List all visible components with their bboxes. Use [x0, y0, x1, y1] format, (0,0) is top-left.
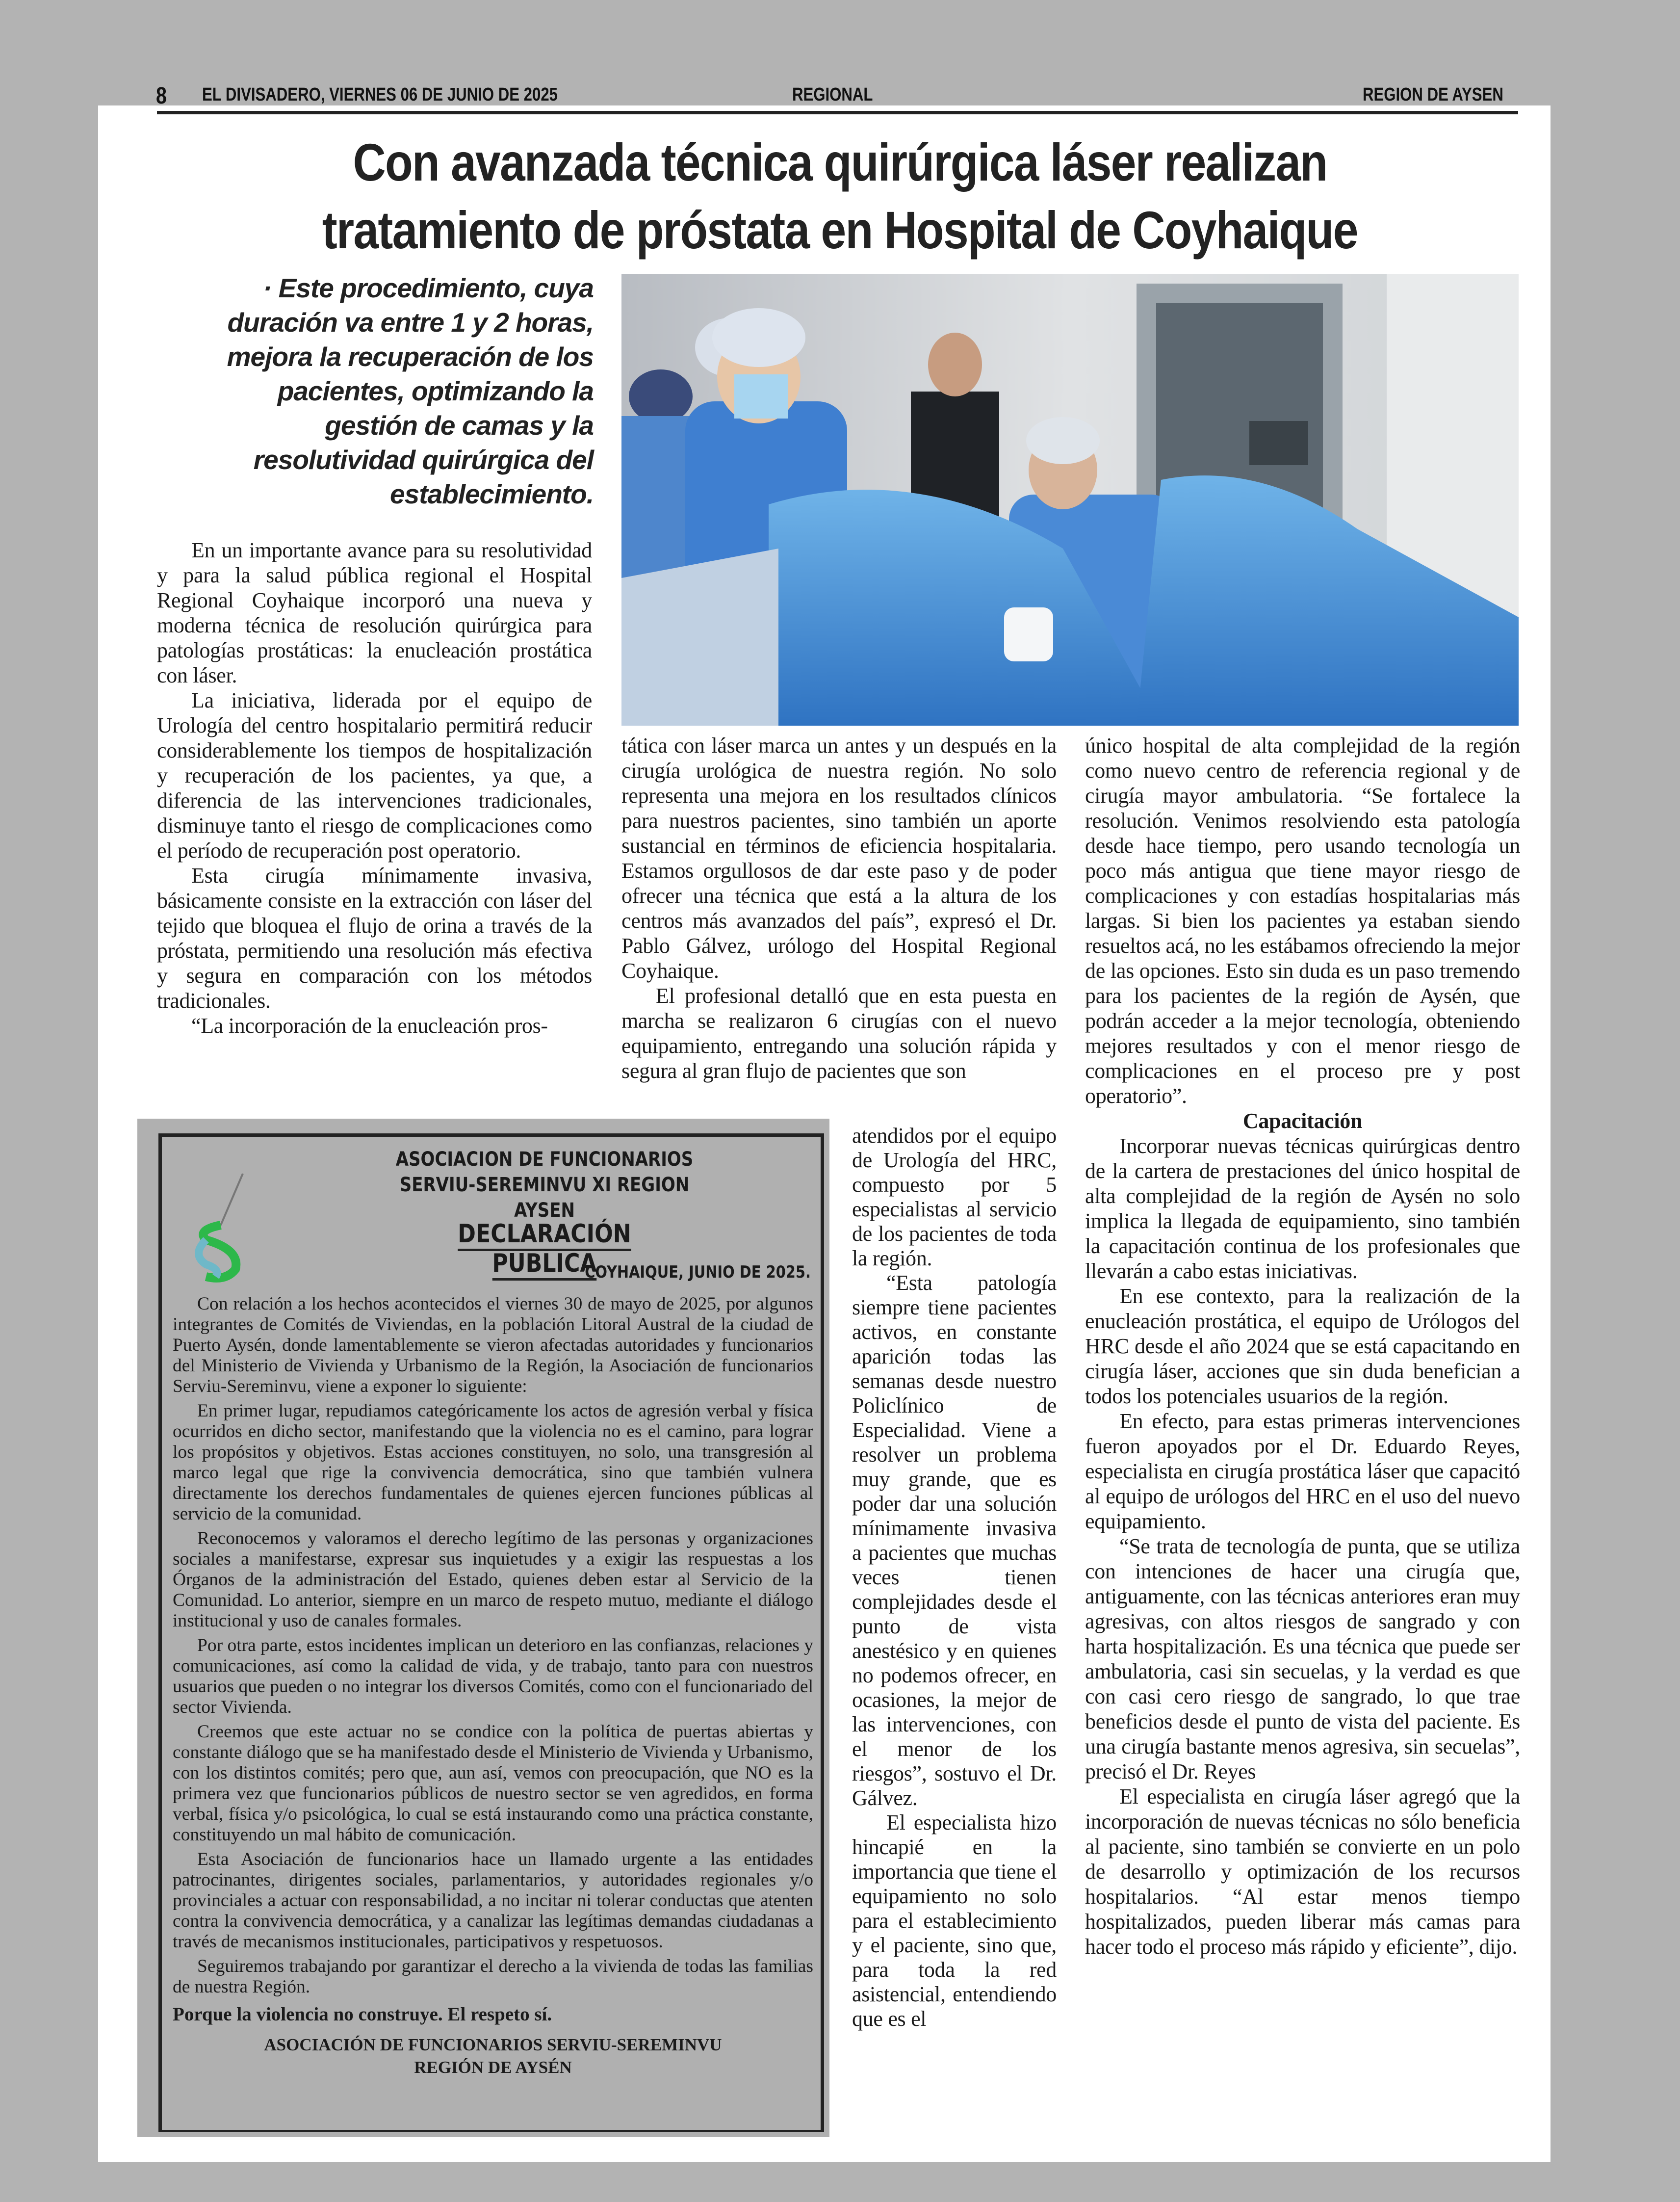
headline [98, 129, 1582, 264]
declaration-frame [158, 1133, 824, 2132]
association-logo-icon [186, 1171, 250, 1284]
subtitle: · Este procedimiento, cuya duración va entre 1 y 2 horas, mejora la recuperación de los pacientes, optimizando la gestión de camas y la resolutividad quirúrgica del establecimiento. [227, 273, 594, 509]
paragraph: El profesional detalló que en esta puesta en marcha se realizaron 6 cirugías con el nuevo equipamiento, entregando una solución rápida y segura al gran flujo de pacientes que son [621, 984, 1057, 1083]
paragraph: En primer lugar, repudiamos categóricamente los actos de agresión verbal y física ocurridos en dicho sector, manifestando que la violencia no es el camino, para lograr los propósitos y objetivos. Estas acciones constituyen, no solo, una transgresión al marco legal que rige la convivencia democrática, sino que también vulnera directamente los derechos fundamentales de quienes ejercen funciones públicas al servicio de la comunidad. [173, 1401, 813, 1524]
declaration-slogan: Porque la violencia no construye. El respeto sí. [173, 2004, 552, 2025]
paragraph: Seguiremos trabajando por garantizar el derecho a la vivienda de todas las familias de nuestra Región. [173, 1956, 813, 1997]
paragraph: único hospital de alta complejidad de la región como nuevo centro de referencia regional y de cirugía mayor ambulatoria. “Se fortalece la resolución. Venimos resolviendo esta patología desde hace tiempo, pero usando tecnología un poco más antigua que tiene mayor riesgo de complicaciones y con estadías hospitalarias más largas. Si bien los pacientes ya estaban siendo resueltos acá, no les estábamos ofreciendo la mejor de las opciones. Esto sin duda es un paso tremendo para los pacientes de la región de Aysén, que podrán acceder a la mejor tecnología, obteniendo mejores resultados y con el menor riesgo de complicaciones en el proceso pre y post operatorio”. [1085, 734, 1520, 1108]
paragraph: Por otra parte, estos incidentes implican un deterioro en las confianzas, relaciones y comunicaciones, así como la calidad de vida, y de trabajo, tanto para con nuestros usuarios que pueden o no integrar los diversos Comités, como con el funcionariado del sector Vivienda. [173, 1635, 813, 1717]
declaration-body [173, 1294, 813, 2079]
association-name [386, 1147, 703, 1223]
paragraph: La iniciativa, liderada por el equipo de Urología del centro hospitalario permitirá reducir considerablemente los tiempos de hospitalización y recuperación de los pacientes, ya que, a diferencia de las intervenciones tradicionales, disminuye tanto el riesgo de complicaciones como el período de recuperación post operatorio. [157, 688, 592, 863]
signature-line-2: REGIÓN DE AYSÉN [414, 2058, 572, 2077]
article-column-2-top [621, 733, 1057, 1083]
region-label: REGION DE AYSEN [1363, 84, 1503, 105]
paragraph: El especialista hizo hincapié en la importancia que tiene el equipamiento no solo para el establecimiento y el paciente, sino que, para toda la red asistencial, entendiendo que es el [852, 1810, 1057, 2031]
paragraph: “Se trata de tecnología de punta, que se utiliza con intenciones de hacer una cirugía que, antiguamente, con las técnicas anteriores eran muy agresivas, con altos riesgos de sangrado y con harta hospitalización. Es una técnica que puede ser ambulatoria, casi sin secuelas, y la verdad es que con casi cero riesgo de sangrado, lo que trae beneficios desde el punto de vista del paciente. Es una cirugía bastante menos agresiva, sin secuelas”, precisó el Dr. Reyes [1085, 1534, 1520, 1783]
paragraph: Incorporar nuevas técnicas quirúrgicas dentro de la cartera de prestaciones del único hospital de alta complejidad de la región de Aysén no solo implica la llegada de equipamiento, sino también la capacitación continua de los profesionales que llevarán a cabo estas iniciativas. [1085, 1134, 1520, 1283]
paragraph: Esta Asociación de funcionarios hace un llamado urgente a las entidades patrocinantes, dirigentes sociales, parlamentarios, y autoridades regionales y/o provinciales a actuar con responsabilidad, a no incitar ni tolerar conductas que atenten contra la convivencia democrática, y a canalizar las legítimas demandas ciudadanas a través de mecanismos institucionales, participativos y respetuosos. [173, 1849, 813, 1952]
section-label: REGIONAL [792, 84, 873, 105]
paragraph: “Esta patología siempre tiene pacientes activos, en constante aparición todas las semanas desde nuestro Policlínico de Especialidad. Viene a resolver un problema muy grande, que es poder dar una solución mínimamente invasiva a pacientes que muchas veces tienen complejidades desde el punto de vista anestésico y en quienes no podemos ofrecer, en ocasiones, la mejor de las intervenciones, con el menor de los riesgos”, sostuvo el Dr. Gálvez. [852, 1271, 1057, 1810]
paragraph: atendidos por el equipo de Urología del HRC, compuesto por 5 especialistas al servicio de los pacientes de toda la región. [852, 1124, 1057, 1270]
declaration-title-text: DECLARACIÓN PUBLICA [458, 1219, 631, 1281]
paragraph: tática con láser marca un antes y un después en la cirugía urológica de nuestra región. No solo representa una mejora en los resultados clínicos para nuestros pacientes, sino también un aporte sustancial en términos de eficiencia hospitalaria. Estamos orgullosos de dar este paso y de poder ofrecer una técnica que está a la altura de los centros más avanzados del país”, expresó el Dr. Pablo Gálvez, urólogo del Hospital Regional Coyhaique. [621, 734, 1057, 983]
paragraph: Reconocemos y valoramos el derecho legítimo de las personas y organizaciones sociales a manifestarse, expresar sus inquietudes y a exigir las respuestas a los Órganos de la administración del Estado, quienes deben estar al Servicio de la Comunidad. Lo anterior, siempre en un marco de respeto mutuo, mediante el diálogo institucional y uso de canales formales. [173, 1528, 813, 1631]
paragraph: En un importante avance para su resolutividad y para la salud pública regional el Hospital Regional Coyhaique incorporó una nueva y moderna técnica de resolución quirúrgica para patologías prostáticas: la enucleación prostática con láser. [157, 538, 592, 687]
paragraph: Esta cirugía mínimamente invasiva, básicamente consiste en la extracción con láser del tejido que bloquea el flujo de orina a través de la próstata, permitiendo una resolución más efectiva y segura en comparación con los métodos tradicionales. [157, 864, 592, 1013]
paragraph: En ese contexto, para la realización de la enucleación prostática, el equipo de Urólogos del HRC desde el año 2024 que se está capacitando en cirugía láser, acciones que sin duda benefician a todos los potenciales usuarios de la región. [1085, 1284, 1520, 1408]
paragraph: “La incorporación de la enucleación pros- [191, 1014, 548, 1038]
association-name-line-2: SERVIU-SEREMINVU XI REGION AYSEN [399, 1174, 690, 1222]
paragraph: Con relación a los hechos acontecidos el viernes 30 de mayo de 2025, por algunos integrantes de Comités de Viviendas, en la población Litoral Austral de la ciudad de Puerto Aysén, donde lamentablemente se vieron afectadas autoridades y funcionarios del Ministerio de Vivienda y Urbanismo de la Región, la Asociación de funcionarios Serviu-Sereminvu, viene a exponer lo siguiente: [173, 1294, 813, 1396]
article-column-3 [1085, 733, 1520, 1959]
article-column-2-bottom [852, 1124, 1057, 2031]
paragraph: Creemos que este actuar no se condice con la política de puertas abiertas y constante diálogo que se ha manifestado desde el Ministerio de Vivienda y Urbanismo, con los distintos comités; pero que, aun así, vemos con preocupación, que NO es la primera vez que funcionarios públicos de nuestro sector se ven agredidos, en forma verbal, física y/o psicológica, lo cual se está instaurando como una práctica constante, constituyendo un mal hábito de comunicación. [173, 1722, 813, 1845]
article-column-1 [157, 538, 592, 1038]
declaration-signature [173, 2034, 813, 2079]
headline-line-1: Con avanzada técnica quirúrgica láser realizan [353, 132, 1327, 192]
signature-line-1: ASOCIACIÓN DE FUNCIONARIOS SERVIU-SEREMINVU [264, 2035, 722, 2054]
headline-line-2: tratamiento de próstata en Hospital de Coyhaique [322, 200, 1358, 260]
declaration-place-date: COYHAIQUE, JUNIO DE 2025. [585, 1262, 811, 1282]
public-declaration-box [137, 1119, 829, 2137]
surgery-photo [621, 274, 1519, 726]
page-number: 8 [156, 83, 167, 109]
section-heading: Capacitación [1242, 1109, 1363, 1133]
paragraph: En efecto, para estas primeras intervenciones fueron apoyados por el Dr. Eduardo Reyes, especialista en cirugía prostática láser que capacitó al equipo de urólogos del HRC en el uso del nuevo equipamiento. [1085, 1409, 1520, 1533]
header-rule [157, 111, 1518, 114]
paper-date: EL DIVISADERO, VIERNES 06 DE JUNIO DE 2025 [202, 84, 558, 105]
association-name-line-1: ASOCIACION DE FUNCIONARIOS [395, 1148, 694, 1171]
paragraph: El especialista en cirugía láser agregó que la incorporación de nuevas técnicas no sólo beneficia al paciente, sino también se convierte en un polo de desarrollo y optimización de los recursos hospitalarios. “Al estar menos tiempo hospitalizados, pueden liberar más camas para hacer todo el proceso más rápido y eficiente”, dijo. [1085, 1784, 1520, 1959]
